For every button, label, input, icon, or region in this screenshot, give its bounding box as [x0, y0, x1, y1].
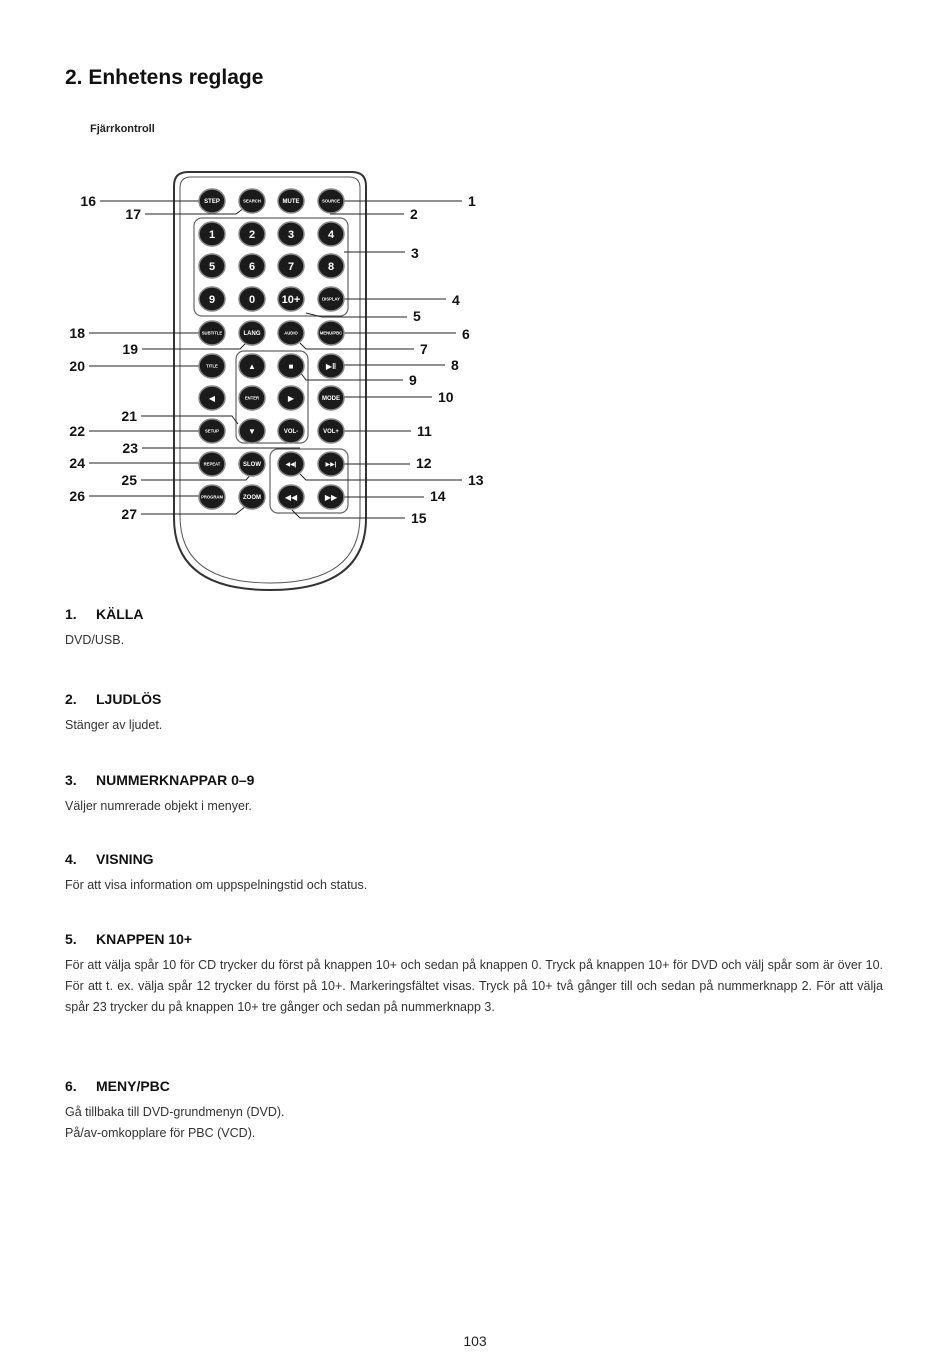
- section-title-text: VISNING: [96, 851, 154, 867]
- remote-button-label: MODE: [322, 396, 340, 403]
- remote-button-label: ■: [288, 361, 294, 371]
- remote-button-label: SUBTITLE: [201, 330, 223, 336]
- section-4: [65, 851, 883, 896]
- remote-button-label: ▼: [248, 426, 256, 436]
- section-number: 6.: [65, 1078, 77, 1094]
- section-title: [65, 772, 883, 788]
- remote-button-subtitle: [199, 321, 225, 345]
- remote-button-play: [318, 354, 344, 378]
- remote-button-up: [239, 354, 265, 378]
- section-title: [65, 606, 883, 622]
- remote-button-lang: [239, 321, 265, 345]
- section-number: 2.: [65, 691, 77, 707]
- remote-button-label: 6: [248, 260, 256, 273]
- callout-label-11: 11: [417, 423, 432, 439]
- callout-label-27: 27: [121, 506, 137, 522]
- remote-button-label: 8: [327, 260, 335, 273]
- callout-label-5: 5: [413, 308, 421, 324]
- callout-label-6: 6: [462, 326, 470, 342]
- callout-label-18: 18: [69, 325, 85, 341]
- remote-button-repeat: [199, 452, 225, 476]
- remote-button-n2: [239, 222, 265, 246]
- remote-button-label: 0: [248, 293, 256, 306]
- remote-button-left: [199, 386, 225, 410]
- callout-line-27: [141, 506, 246, 514]
- remote-button-setup: [199, 419, 225, 443]
- remote-button-n4: [318, 222, 344, 246]
- remote-button-right: [278, 386, 304, 410]
- remote-button-label: ▶▶: [324, 492, 338, 502]
- callout-label-25: 25: [121, 472, 137, 488]
- remote-button-fwd: [318, 485, 344, 509]
- remote-button-label: 4: [327, 228, 335, 241]
- remote-button-label: STEP: [204, 199, 220, 206]
- remote-button-label: ▶‖: [325, 361, 337, 371]
- callout-label-9: 9: [409, 372, 417, 388]
- remote-button-label: VOL+: [323, 429, 339, 436]
- section-title-text: LJUDLÖS: [96, 691, 162, 707]
- remote-button-n1: [199, 222, 225, 246]
- callout-line-7: [300, 343, 414, 349]
- callout-label-19: 19: [122, 341, 138, 357]
- remote-button-n10plus: [278, 287, 304, 311]
- remote-control-diagram: [0, 0, 950, 600]
- remote-button-label: 7: [287, 260, 295, 273]
- remote-button-label: ENTER: [244, 395, 260, 401]
- remote-button-prev: [278, 452, 304, 476]
- section-paragraph: Väljer numrerade objekt i menyer.: [65, 799, 252, 813]
- remote-button-label: ◀: [208, 393, 216, 403]
- remote-button-audio: [278, 321, 304, 345]
- remote-button-n7: [278, 254, 304, 278]
- remote-button-label: ◀◀: [284, 492, 298, 502]
- section-title: [65, 851, 883, 867]
- remote-button-label: 9: [208, 293, 216, 306]
- remote-button-n0: [239, 287, 265, 311]
- callout-label-2: 2: [410, 206, 418, 222]
- section-title-text: KNAPPEN 10+: [96, 931, 193, 947]
- section-5: [65, 931, 883, 1018]
- callout-line-15: [292, 510, 405, 518]
- remote-button-label: VOL-: [283, 429, 299, 436]
- remote-button-slow: [239, 452, 265, 476]
- remote-button-next: [318, 452, 344, 476]
- remote-button-label: PROGRAM: [201, 494, 223, 500]
- remote-button-display: [318, 287, 344, 311]
- remote-button-label: REPEAT: [203, 461, 221, 467]
- remote-button-label: SOURCE: [322, 198, 340, 204]
- remote-button-n3: [278, 222, 304, 246]
- section-paragraph: Gå tillbaka till DVD-grundmenyn (DVD).: [65, 1105, 285, 1119]
- remote-button-n9: [199, 287, 225, 311]
- remote-button-menu: [318, 321, 344, 345]
- remote-button-stop: [278, 354, 304, 378]
- remote-button-label: MENU/PBC: [319, 330, 343, 336]
- section-paragraph: Stänger av ljudet.: [65, 718, 163, 732]
- callout-label-3: 3: [411, 245, 419, 261]
- section-number: 1.: [65, 606, 77, 622]
- remote-button-mode: [318, 386, 344, 410]
- section-title: [65, 691, 883, 707]
- section-1: [65, 606, 883, 651]
- section-title-text: KÄLLA: [96, 606, 144, 622]
- section-6: [65, 1078, 883, 1144]
- remote-button-mute: [278, 189, 304, 213]
- section-title: [65, 1078, 883, 1094]
- callout-line-9: [300, 372, 403, 380]
- remote-button-label: 2: [248, 228, 256, 241]
- callout-label-14: 14: [430, 488, 446, 504]
- remote-button-step: [199, 189, 225, 213]
- callout-label-12: 12: [416, 455, 432, 471]
- remote-button-n6: [239, 254, 265, 278]
- remote-button-label: AUDIO: [284, 330, 298, 336]
- remote-button-label: DISPLAY: [322, 296, 340, 302]
- remote-button-label: ◀◀|: [285, 462, 297, 469]
- section-title-text: MENY/PBC: [96, 1078, 170, 1094]
- callout-line-5: [306, 313, 407, 317]
- section-paragraph: På/av-omkopplare för PBC (VCD).: [65, 1126, 256, 1140]
- remote-button-volp: [318, 419, 344, 443]
- callout-label-15: 15: [411, 510, 427, 526]
- section-paragraph: DVD/USB.: [65, 633, 125, 647]
- callout-label-21: 21: [121, 408, 137, 424]
- callout-label-8: 8: [451, 357, 459, 373]
- callout-label-17: 17: [125, 206, 141, 222]
- remote-button-label: TITLE: [206, 363, 218, 369]
- remote-button-label: SETUP: [205, 428, 219, 434]
- remote-button-label: 10+: [281, 293, 301, 306]
- remote-button-titleb: [199, 354, 225, 378]
- remote-button-zoom: [239, 485, 265, 509]
- remote-button-n8: [318, 254, 344, 278]
- callout-label-16: 16: [80, 193, 96, 209]
- remote-button-down: [239, 419, 265, 443]
- section-number: 4.: [65, 851, 77, 867]
- section-title: [65, 931, 883, 947]
- callout-label-20: 20: [69, 358, 85, 374]
- remote-button-source: [318, 189, 344, 213]
- section-paragraph: För att välja spår 10 för CD trycker du först på knappen 10+ och sedan på knappen 0. Tryck på knappen 10+ för DVD och välj spår som är över 10. För att t. ex. välja spår 12 trycker du först på 10+. Markeringsfältet visas. Tryck på 10+ två gånger till och sedan på nummerknapp 2. För att välja spår 23 trycker du på knappen 10+ tre gånger och sedan på nummerknapp 3.: [65, 958, 883, 1014]
- callout-label-1: 1: [468, 193, 476, 209]
- section-2: [65, 691, 883, 736]
- remote-button-search: [239, 189, 265, 213]
- callout-label-4: 4: [452, 292, 460, 308]
- remote-button-label: ▶▶|: [325, 462, 337, 469]
- callout-line-25: [141, 473, 252, 480]
- remote-button-volm: [278, 419, 304, 443]
- remote-button-label: ▶: [287, 393, 295, 403]
- page-heading: 2. Enhetens reglage: [65, 66, 264, 89]
- section-title-text: NUMMERKNAPPAR 0–9: [96, 772, 255, 788]
- remote-button-rew: [278, 485, 304, 509]
- callout-label-10: 10: [438, 389, 454, 405]
- remote-button-label: ZOOM: [243, 495, 261, 502]
- callout-label-24: 24: [69, 455, 85, 471]
- callout-label-13: 13: [468, 472, 484, 488]
- remote-button-enter: [239, 386, 265, 410]
- callout-line-17: [145, 208, 244, 214]
- section-paragraph: För att visa information om uppspelningstid och status.: [65, 878, 368, 892]
- remote-button-program: [199, 485, 225, 509]
- remote-button-label: SLOW: [243, 462, 261, 469]
- callout-label-7: 7: [420, 341, 428, 357]
- callout-label-26: 26: [69, 488, 85, 504]
- section-number: 5.: [65, 931, 77, 947]
- page-number: 103: [463, 1333, 487, 1349]
- remote-button-label: 3: [287, 228, 295, 241]
- remote-button-label: MUTE: [282, 199, 300, 206]
- callout-label-22: 22: [69, 423, 85, 439]
- remote-button-label: 5: [208, 260, 216, 273]
- remote-button-label: SEARCH: [243, 198, 261, 204]
- remote-button-label: LANG: [243, 331, 261, 338]
- callout-line-19: [142, 341, 248, 349]
- callout-label-23: 23: [122, 440, 138, 456]
- section-number: 3.: [65, 772, 77, 788]
- figure-subheading: Fjärrkontroll: [90, 123, 155, 135]
- remote-button-label: ▲: [248, 361, 256, 371]
- callout-line-21: [141, 416, 238, 424]
- section-3: [65, 772, 883, 817]
- remote-button-label: 1: [208, 228, 216, 241]
- remote-button-n5: [199, 254, 225, 278]
